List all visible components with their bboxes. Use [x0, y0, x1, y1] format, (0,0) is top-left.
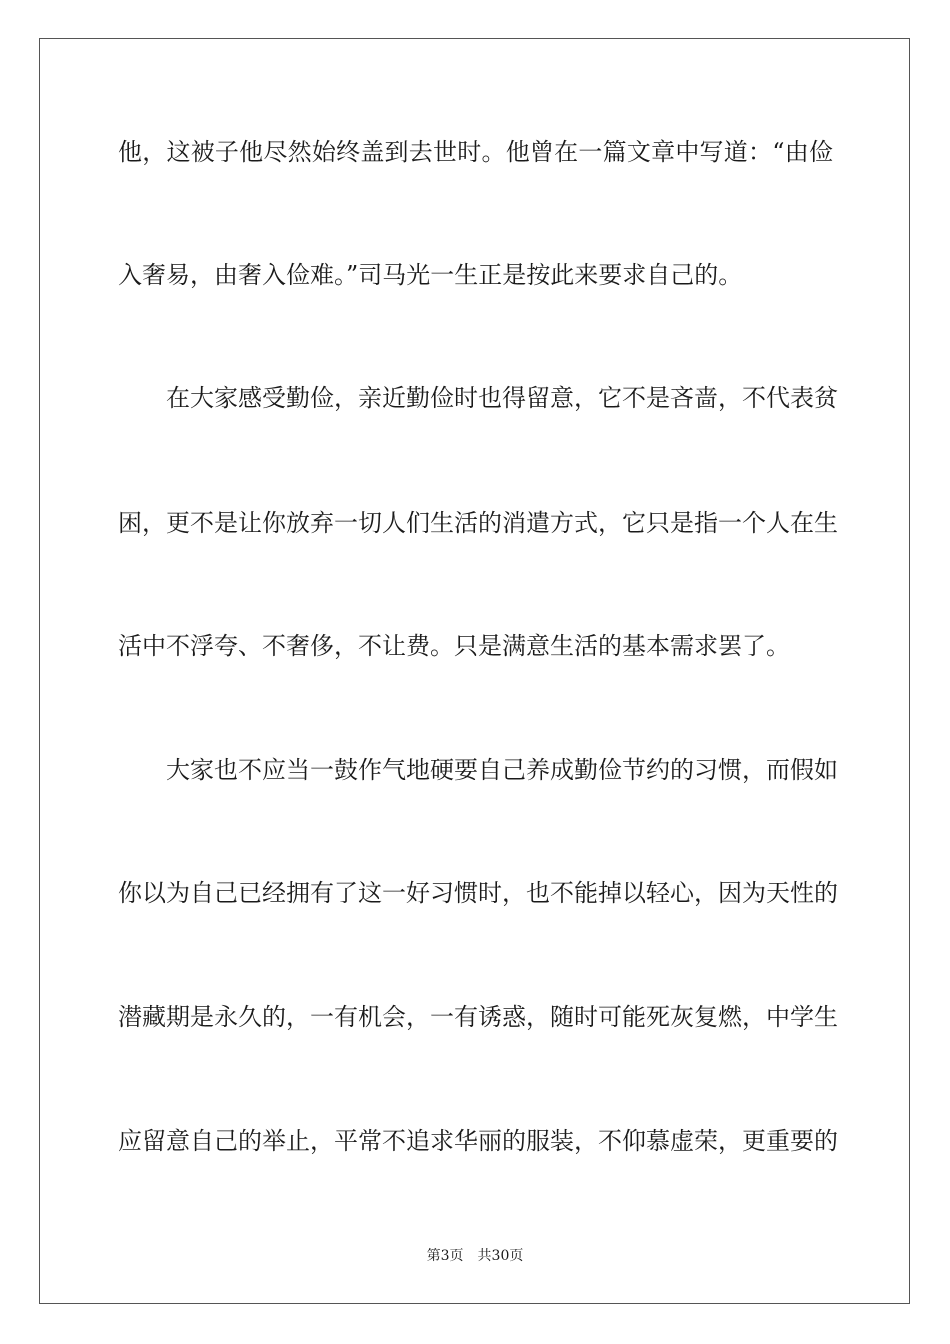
page-border [39, 38, 910, 1304]
text-line-4: 困，更不是让你放弃一切人们生活的消遣方式，它只是指一个人在生 [118, 509, 838, 537]
text-line-9: 应留意自己的举止，平常不追求华丽的服装，不仰慕虚荣，更重要的 [118, 1127, 838, 1155]
page-total: 共30页 [477, 1248, 524, 1264]
page-footer [0, 1246, 950, 1266]
page-number: 第3页 [426, 1248, 464, 1264]
text-line-7: 你以为自己已经拥有了这一好习惯时，也不能掉以轻心，因为天性的 [118, 879, 838, 907]
text-line-8: 潜藏期是永久的，一有机会，一有诱惑，随时可能死灰复燃，中学生 [118, 1003, 838, 1031]
text-line-1: 他，这被子他尽然始终盖到去世时。他曾在一篇文章中写道：“由俭 [118, 138, 833, 166]
text-line-2: 入奢易，由奢入俭难。”司马光一生正是按此来要求自己的。 [118, 261, 743, 289]
text-line-3: 在大家感受勤俭，亲近勤俭时也得留意，它不是吝啬，不代表贫 [166, 384, 838, 412]
text-line-6: 大家也不应当一鼓作气地硬要自己养成勤俭节约的习惯，而假如 [166, 756, 838, 784]
text-line-5: 活中不浮夸、不奢侈，不让费。只是满意生活的基本需求罢了。 [118, 632, 790, 660]
